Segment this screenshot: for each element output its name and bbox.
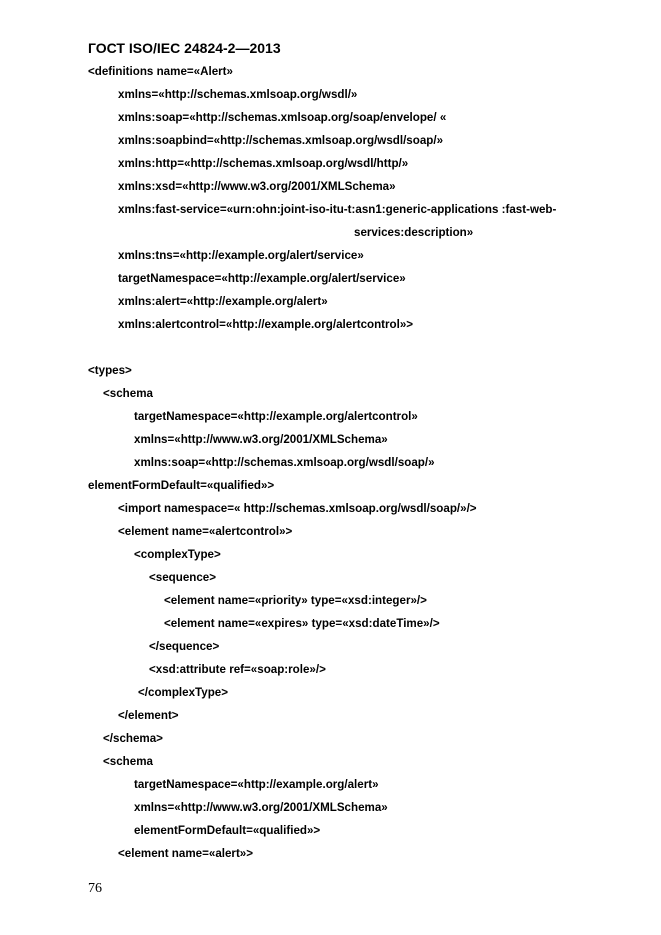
code-line: <complexType> — [134, 548, 221, 561]
code-line: <schema — [103, 755, 153, 768]
code-line: <types> — [88, 364, 132, 377]
code-line: xmlns=«http://schemas.xmlsoap.org/wsdl/» — [118, 88, 358, 101]
code-line: </element> — [118, 709, 179, 722]
code-line: <element name=«priority» type=«xsd:integer»/> — [164, 594, 427, 607]
code-line: <element name=«alert»> — [118, 847, 254, 860]
code-line: <sequence> — [149, 571, 217, 584]
code-line: <element name=«expires» type=«xsd:dateTime»/> — [164, 617, 440, 630]
standard-header: ГОСТ ISO/IEC 24824-2—2013 — [88, 40, 281, 56]
code-line: <import namespace=« http://schemas.xmlsoap.org/wsdl/soap/»/> — [118, 502, 477, 515]
code-line: xmlns:tns=«http://example.org/alert/service» — [118, 249, 364, 262]
code-line: xmlns=«http://www.w3.org/2001/XMLSchema» — [134, 801, 388, 814]
code-line: elementFormDefault=«qualified»> — [134, 824, 321, 837]
code-line: elementFormDefault=«qualified»> — [88, 479, 275, 492]
code-line: <element name=«alertcontrol»> — [118, 525, 293, 538]
code-line: </schema> — [103, 732, 163, 745]
code-line: targetNamespace=«http://example.org/alert/service» — [118, 272, 406, 285]
page-number: 76 — [88, 881, 102, 896]
code-line: xmlns:alert=«http://example.org/alert» — [118, 295, 328, 308]
code-line: xmlns:alertcontrol=«http://example.org/alertcontrol»> — [118, 318, 414, 331]
code-line: </sequence> — [149, 640, 220, 653]
code-line: </complexType> — [138, 686, 228, 699]
code-line: <definitions name=«Alert» — [88, 65, 233, 78]
code-line: targetNamespace=«http://example.org/alertcontrol» — [134, 410, 418, 423]
code-line: services:description» — [354, 226, 474, 239]
code-line: xmlns:soap=«http://schemas.xmlsoap.org/soap/envelope/ « — [118, 111, 447, 124]
code-line: xmlns=«http://www.w3.org/2001/XMLSchema» — [134, 433, 388, 446]
code-line: <schema — [103, 387, 153, 400]
code-line: xmlns:http=«http://schemas.xmlsoap.org/wsdl/http/» — [118, 157, 409, 170]
code-line: xmlns:fast-service=«urn:ohn:joint-iso-itu-t:asn1:generic-applications :fast-web- — [118, 203, 557, 216]
code-line: xmlns:xsd=«http://www.w3.org/2001/XMLSchema» — [118, 180, 396, 193]
code-line: targetNamespace=«http://example.org/alert» — [134, 778, 379, 791]
code-line: xmlns:soapbind=«http://schemas.xmlsoap.org/wsdl/soap/» — [118, 134, 444, 147]
code-line: <xsd:attribute ref=«soap:role»/> — [149, 663, 326, 676]
code-line: xmlns:soap=«http://schemas.xmlsoap.org/wsdl/soap/» — [134, 456, 435, 469]
